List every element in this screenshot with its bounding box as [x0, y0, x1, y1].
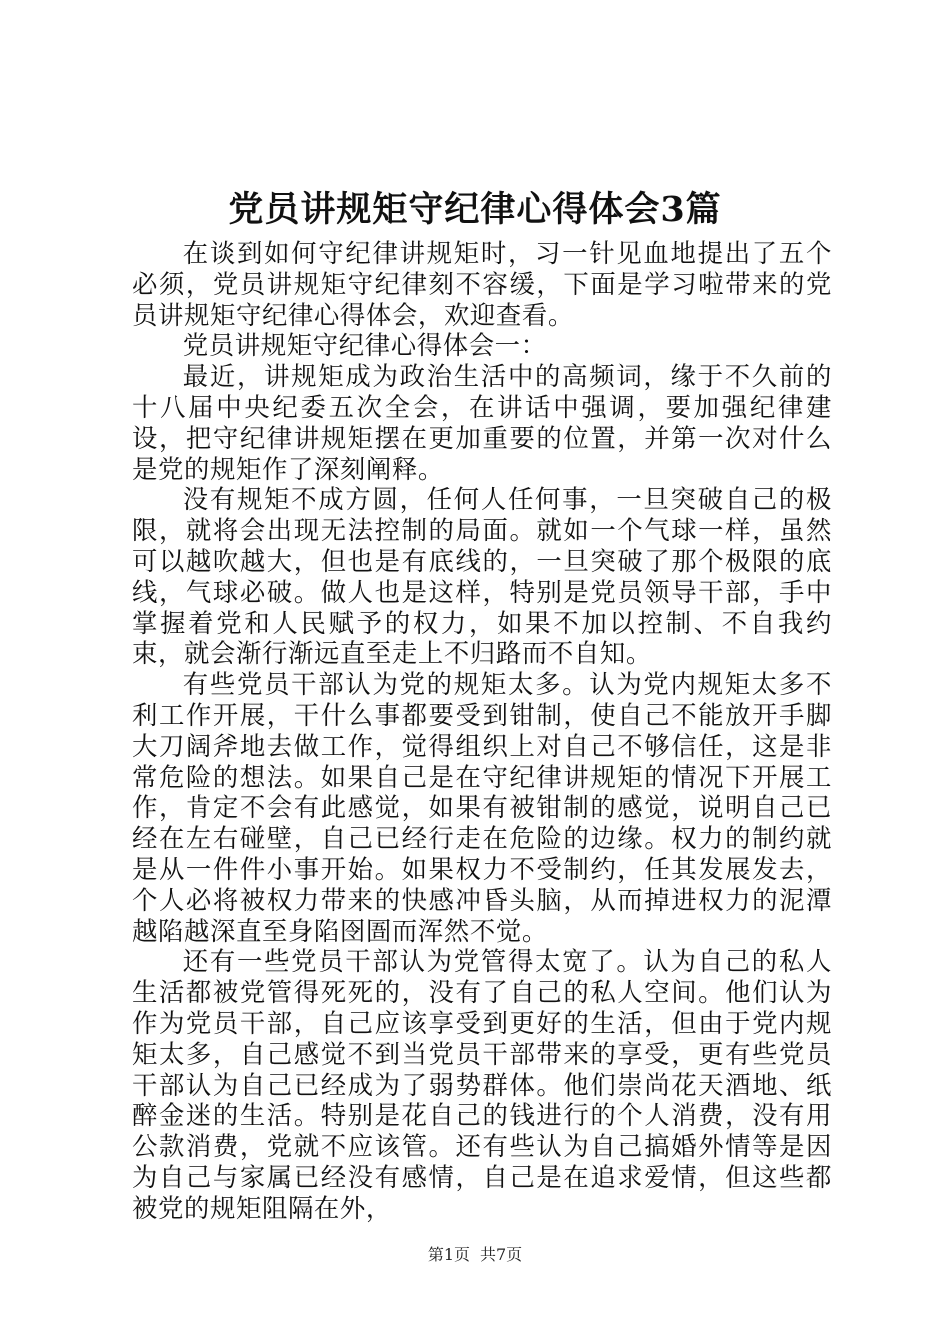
body-paragraph: 有些党员干部认为党的规矩太多。认为党内规矩太多不利工作开展，干什么事都要受到钳制，使自己不能放开手脚大刀阔斧地去做工作，觉得组织上对自己不够信任，这是非常危险的想法。如果自己是在守纪律讲规矩的情况下开展工作，肯定不会有此感觉，如果有被钳制的感觉，说明自己已经在左右碰壁，自己已经行走在危险的边缘。权力的制约就是从一件件小事开始。如果权力不受制约，任其发展发去，个人必将被权力带来的快感冲昏头脑，从而掉进权力的泥潭越陷越深直至身陷囹圄而浑然不觉。 — [132, 669, 832, 946]
intro-paragraph: 在谈到如何守纪律讲规矩时，习一针见血地提出了五个必须，党员讲规矩守纪律刻不容缓，下面是学习啦带来的党员讲规矩守纪律心得体会，欢迎查看。 — [132, 238, 832, 330]
document-title: 党员讲规矩守纪律心得体会3篇 — [228, 189, 722, 230]
page-number: 第1页 — [427, 1245, 470, 1264]
page-footer — [0, 1244, 950, 1266]
document-body — [132, 238, 832, 1224]
body-paragraph: 还有一些党员干部认为党管得太宽了。认为自己的私人生活都被党管得死死的，没有了自己的私人空间。他们认为作为党员干部，自己应该享受到更好的生活，但由于党内规矩太多，自己感觉不到当党员干部带来的享受，更有些党员干部认为自己已经成为了弱势群体。他们崇尚花天酒地、纸醉金迷的生活。特别是花自己的钱进行的个人消费，没有用公款消费，党就不应该管。还有些认为自己搞婚外情等是因为自己与家属已经没有感情，自己是在追求爱情，但这些都被党的规矩阻隔在外， — [132, 946, 832, 1223]
section-heading: 党员讲规矩守纪律心得体会一： — [182, 330, 547, 361]
page-total: 共7页 — [480, 1245, 523, 1264]
body-paragraph: 没有规矩不成方圆，任何人任何事，一旦突破自己的极限，就将会出现无法控制的局面。就如一个气球一样，虽然可以越吹越大，但也是有底线的，一旦突破了那个极限的底线，气球必破。做人也是这样，特别是党员领导干部，手中掌握着党和人民赋予的权力，如果不加以控制、不自我约束，就会渐行渐远直至走上不归路而不自知。 — [132, 484, 832, 669]
body-paragraph: 最近，讲规矩成为政治生活中的高频词，缘于不久前的十八届中央纪委五次全会，在讲话中强调，要加强纪律建设，把守纪律讲规矩摆在更加重要的位置，并第一次对什么是党的规矩作了深刻阐释。 — [132, 361, 832, 484]
